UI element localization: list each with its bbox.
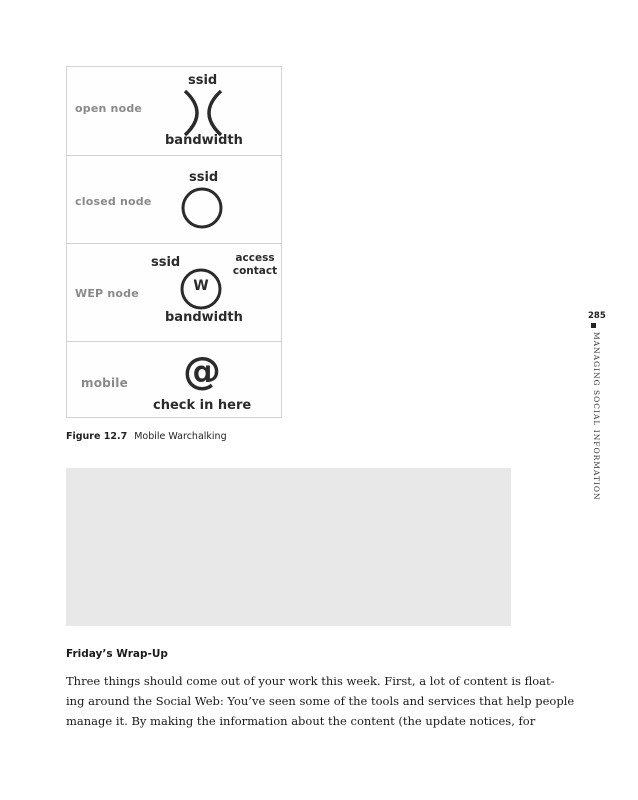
closed-node-ssid: ssid [189, 170, 219, 185]
row-divider [67, 341, 281, 342]
open-node-bandwidth: bandwidth [165, 133, 243, 148]
open-node-label: open node [75, 102, 143, 115]
paragraph-line: ing around the Social Web: You’ve seen some of the tools and services that help people [66, 694, 575, 708]
closed-node-circle-icon [180, 186, 224, 230]
mobile-at-symbol: @ [183, 349, 221, 393]
page-marker-square [591, 323, 596, 328]
section-heading: Friday’s Wrap-Up [66, 648, 168, 660]
wep-node-w: W [193, 278, 209, 294]
warchalking-figure [66, 66, 282, 418]
wep-node-ssid: ssid [151, 255, 181, 270]
row-divider [67, 243, 281, 244]
wep-node-access: access [235, 252, 275, 264]
paragraph-line: Three things should come out of your work this week. First, a lot of content is float- [66, 674, 555, 688]
figure-caption-title: Mobile Warchalking [134, 431, 227, 442]
wep-node-bandwidth: bandwidth [165, 310, 243, 325]
wep-node-label: WEP node [75, 287, 139, 300]
running-head: MANAGING SOCIAL INFORMATION [592, 332, 601, 501]
wep-node-contact: contact [232, 265, 278, 277]
body-paragraph [66, 671, 575, 731]
mobile-label: mobile [81, 376, 128, 390]
open-node-symbol [175, 89, 231, 137]
closed-node-label: closed node [75, 195, 152, 208]
figure-caption-number: Figure 12.7 [66, 431, 128, 442]
wep-node-access-contact [231, 252, 279, 278]
row-divider [67, 155, 281, 156]
open-node-ssid: ssid [188, 73, 218, 88]
paragraph-line: manage it. By making the information about the content (the update notices, for [66, 714, 536, 728]
page-number: 285 [588, 311, 606, 321]
figure-caption [66, 431, 227, 442]
mobile-check-in-here: check in here [153, 398, 252, 413]
gray-placeholder-box [66, 468, 511, 626]
